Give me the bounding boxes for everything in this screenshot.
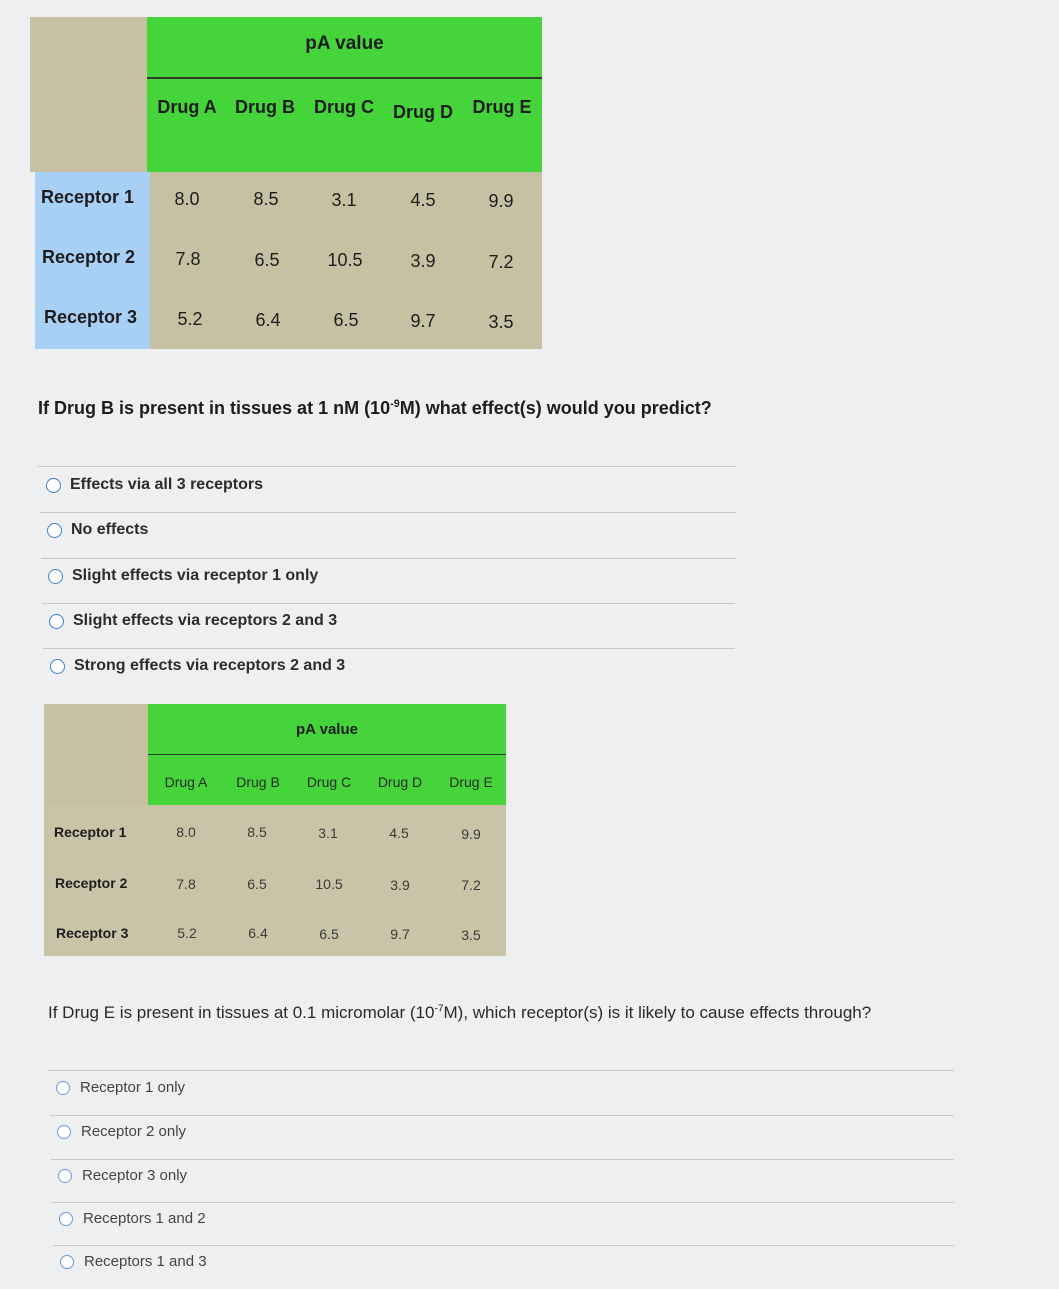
table-cell: 4.5 <box>389 825 409 841</box>
table-cell: 6.5 <box>254 250 280 270</box>
option-label: No effects <box>71 521 149 538</box>
drug-header: Drug C <box>314 97 374 117</box>
divider <box>42 603 735 604</box>
divider <box>41 558 736 559</box>
question-1-suffix: M) what effect(s) would you predict? <box>399 398 712 418</box>
option-label: Slight effects via receptors 2 and 3 <box>73 612 338 629</box>
table-cell: 7.8 <box>176 876 196 892</box>
drug-header: Drug C <box>306 774 352 790</box>
table-header <box>147 17 542 172</box>
pa-value-table-2 <box>44 704 506 956</box>
table-cell: 6.5 <box>247 876 267 892</box>
drug-header: Drug D <box>377 774 423 790</box>
divider <box>43 648 735 649</box>
table-cell: 3.5 <box>461 927 481 943</box>
drug-header: Drug E <box>472 97 532 117</box>
table-cell: 6.4 <box>255 310 281 330</box>
table-cell: 6.5 <box>319 926 339 942</box>
radio-button[interactable] <box>57 1125 71 1139</box>
divider <box>40 512 736 513</box>
option-label: Receptors 1 and 3 <box>84 1253 207 1270</box>
radio-button[interactable] <box>46 478 61 493</box>
table-cell: 8.5 <box>247 824 267 840</box>
radio-button[interactable] <box>49 614 64 629</box>
table-cell: 3.1 <box>331 190 357 210</box>
table-cell: 9.9 <box>488 191 514 211</box>
receptor-label: Receptor 1 <box>41 187 135 207</box>
divider <box>48 1070 954 1071</box>
divider <box>51 1159 954 1160</box>
table-cell: 8.5 <box>253 189 279 209</box>
table-cell: 7.2 <box>488 252 514 272</box>
table-cell: 3.1 <box>318 825 338 841</box>
option-receptor-2-only[interactable] <box>57 1123 186 1140</box>
question-2-prefix: If Drug E is present in tissues at 0.1 micromolar (10 <box>48 1003 435 1022</box>
pa-value-label: pA value <box>305 33 384 54</box>
question-2-suffix: M), which receptor(s) is it likely to cause effects through? <box>443 1003 872 1022</box>
receptor-label: Receptor 1 <box>54 824 127 840</box>
option-label: Effects via all 3 receptors <box>70 476 263 493</box>
receptor-label: Receptor 2 <box>55 875 128 891</box>
option-label: Receptors 1 and 2 <box>83 1210 206 1227</box>
divider <box>53 1245 954 1246</box>
radio-button[interactable] <box>56 1081 70 1095</box>
table-cell: 9.9 <box>461 826 481 842</box>
drug-header: Drug D <box>393 102 453 122</box>
radio-button[interactable] <box>47 523 62 538</box>
option-effects-all-receptors[interactable] <box>46 476 263 494</box>
drug-header: Drug A <box>164 774 208 790</box>
option-label: Receptor 3 only <box>82 1167 188 1184</box>
option-receptor-1-only[interactable] <box>56 1079 185 1096</box>
table-cell: 7.8 <box>175 249 201 269</box>
table-cell: 3.9 <box>410 251 436 271</box>
table-corner <box>44 704 148 805</box>
option-slight-receptor-1[interactable] <box>48 567 318 585</box>
table-cell: 9.7 <box>410 311 436 331</box>
option-label: Receptor 1 only <box>80 1079 186 1096</box>
radio-button[interactable] <box>60 1255 74 1269</box>
drug-header: Drug B <box>235 97 295 117</box>
table-cell: 8.0 <box>174 189 200 209</box>
header-rule <box>147 77 542 79</box>
option-label: Receptor 2 only <box>81 1123 187 1140</box>
option-no-effects[interactable] <box>47 521 148 539</box>
table-cell: 3.9 <box>390 877 410 893</box>
receptor-label: Receptor 2 <box>42 247 136 267</box>
question-1-prefix: If Drug B is present in tissues at 1 nM (10 <box>38 398 391 418</box>
drug-header: Drug B <box>236 774 280 790</box>
table-cell: 5.2 <box>177 925 197 941</box>
divider <box>52 1202 954 1203</box>
table-cell: 8.0 <box>176 824 196 840</box>
table-cell: 10.5 <box>315 876 343 892</box>
receptor-label: Receptor 3 <box>44 307 138 327</box>
table-cell: 6.5 <box>333 310 359 330</box>
radio-button[interactable] <box>59 1212 73 1226</box>
radio-button[interactable] <box>50 659 65 674</box>
pa-value-label: pA value <box>296 721 358 738</box>
header-rule <box>148 754 506 755</box>
table-cell: 5.2 <box>177 309 203 329</box>
table-corner <box>30 17 147 172</box>
table-cell: 9.7 <box>390 926 410 942</box>
option-label: Slight effects via receptor 1 only <box>72 567 319 584</box>
radio-button[interactable] <box>58 1169 72 1183</box>
option-label: Strong effects via receptors 2 and 3 <box>74 657 346 674</box>
option-slight-receptors-2-3[interactable] <box>49 612 337 630</box>
table-cell: 4.5 <box>410 190 436 210</box>
receptor-label: Receptor 3 <box>56 925 129 941</box>
option-receptors-1-2[interactable] <box>59 1210 206 1227</box>
option-receptor-3-only[interactable] <box>58 1167 187 1184</box>
option-strong-receptors-2-3[interactable] <box>50 657 345 675</box>
question-2-text <box>48 1003 871 1023</box>
divider <box>50 1115 954 1116</box>
question-2-exponent: -7 <box>434 1003 444 1015</box>
option-receptors-1-3[interactable] <box>60 1253 207 1270</box>
divider <box>38 466 736 467</box>
drug-header: Drug A <box>157 97 217 117</box>
table-cell: 10.5 <box>327 250 363 270</box>
pa-value-table-1 <box>30 17 542 349</box>
question-1-text <box>38 398 712 419</box>
question-1-exponent: -9 <box>390 398 400 410</box>
table-cell: 7.2 <box>461 877 481 893</box>
table-cell: 3.5 <box>488 312 514 332</box>
table-cell: 6.4 <box>248 925 268 941</box>
radio-button[interactable] <box>48 569 63 584</box>
drug-header: Drug E <box>449 774 493 790</box>
